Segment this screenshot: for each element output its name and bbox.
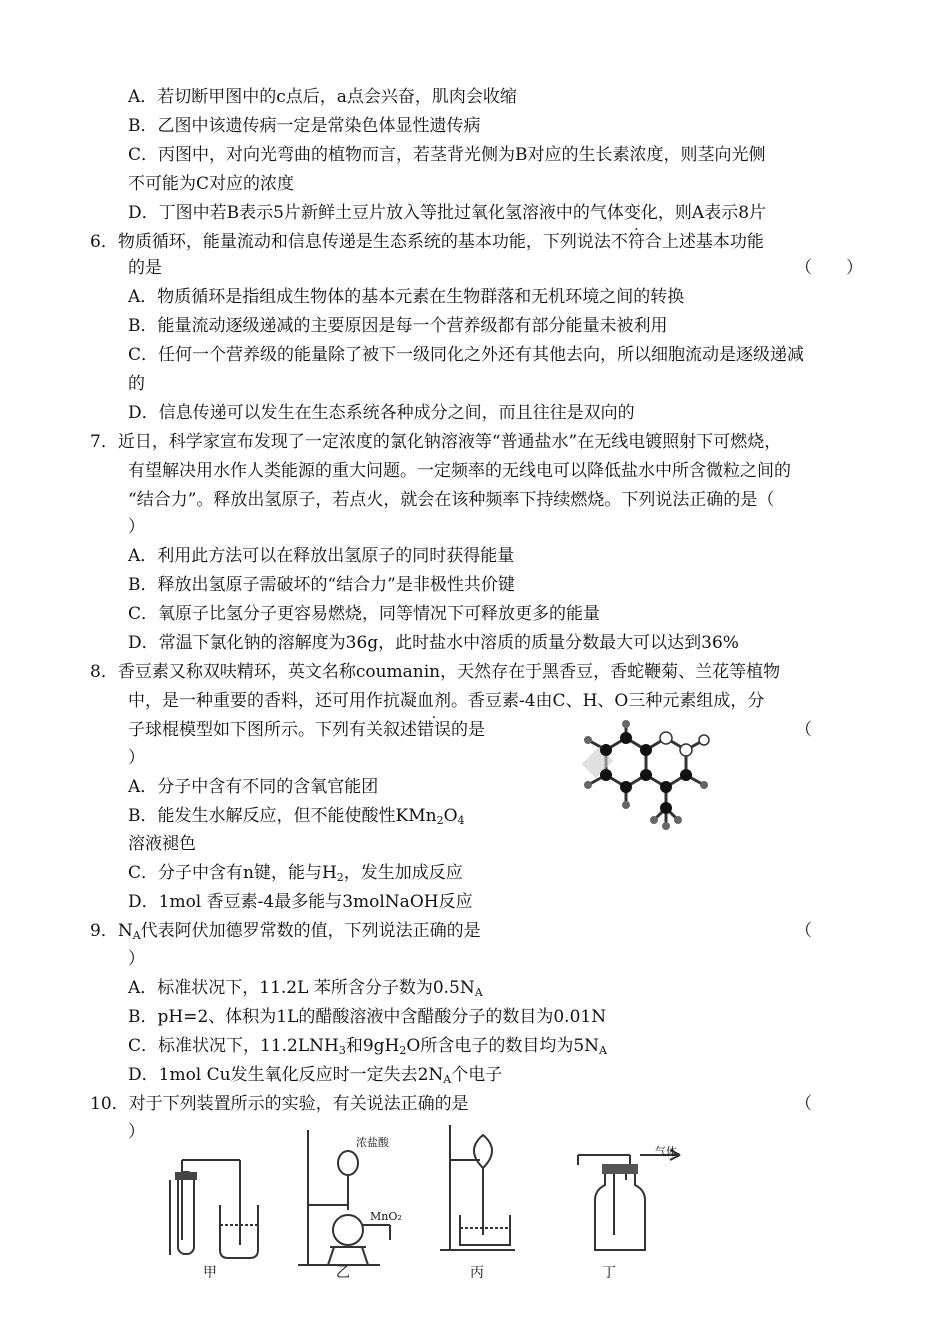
q8-stem-emphasis: 错误 <box>417 720 451 740</box>
q8-option-d: D．1mol 香豆素-4最多能与3molNaOH反应 <box>128 892 473 912</box>
q8-option-b-line1 <box>128 805 465 832</box>
q6-stem-emphasis: 不符合 <box>610 232 662 252</box>
q6-option-c-line2: 的 <box>128 374 145 394</box>
q8-b-mid: O <box>443 806 458 826</box>
q9-c-sub1: 3 <box>338 1044 346 1057</box>
q9-stem-sub: A <box>132 929 141 942</box>
q8-stem-line2: 中，是一种重要的香料，还可用作抗凝血剂。香豆素-4由C、H、O三种元素组成，分 <box>128 691 765 711</box>
q10-paren-close: ） <box>128 1122 145 1142</box>
q7-option-a: A．利用此方法可以在释放出氢原子的同时获得能量 <box>128 546 515 566</box>
q9-c-mid2: O所含电子的数目均为5N <box>406 1036 600 1056</box>
q9-d-sub: A <box>443 1073 452 1086</box>
q9-stem-pre: 9．N <box>90 921 133 941</box>
q8-b-sub2: 4 <box>457 814 465 827</box>
q7-option-d: D．常温下氯化钠的溶解度为36g，此时盐水中溶质的质量分数最大可以达到36% <box>128 633 739 653</box>
label-jia: 甲 <box>203 1265 217 1281</box>
q7-option-b: B．释放出氢原子需破坏的“结合力”是非极性共价键 <box>128 575 515 595</box>
q6-stem-pre: 6．物质循环，能量流动和信息传递是生态系统的基本功能，下列说法 <box>90 232 611 252</box>
q8-c-sub: 2 <box>336 871 344 884</box>
q8-b-pre: B．能发生水解反应，但不能使酸性KMn <box>128 806 437 826</box>
q6-option-c-line1: C．任何一个营养级的能量除了被下一级同化之外还有其他去向，所以细胞流动是逐级递减 <box>128 345 805 365</box>
q7-stem-line1: 7．近日，科学家宣布发现了一定浓度的氯化钠溶液等“普通盐水”在无线电镀照射下可燃烧， <box>90 432 782 452</box>
q6-option-d: D．信息传递可以发生在生态系统各种成分之间，而且往往是双向的 <box>128 403 635 423</box>
q7-stem-line4: ） <box>128 517 145 537</box>
label-mno2: MnO₂ <box>370 1210 402 1223</box>
q8-b-sub1: 2 <box>436 814 444 827</box>
q9-c-sub3: A <box>599 1044 607 1057</box>
q10-stem: 10．对于下列装置所示的实验，有关说法正确的是 <box>90 1094 469 1114</box>
q8-paren-open: （ <box>795 720 812 740</box>
q6-answer-paren: （ ） <box>795 258 863 278</box>
q5-option-c-line1: C．丙图中，对向光弯曲的植物而言，若茎背光侧为B对应的生长素浓度，则茎向光侧 <box>128 145 766 165</box>
q9-option-a <box>128 977 483 1004</box>
q5-option-c-line2: 不可能为C对应的浓度 <box>128 174 295 194</box>
q9-d-post: 个电子 <box>451 1065 503 1085</box>
q9-c-mid: 和9gH <box>345 1036 400 1056</box>
q6-option-b: B．能量流动逐级递减的主要原因是每一个营养级都有部分能量未被利用 <box>128 316 668 336</box>
label-conc-hcl: 浓盐酸 <box>356 1136 389 1149</box>
q6-stem <box>90 231 764 253</box>
q8-paren-close: ） <box>128 748 145 768</box>
apparatus-yi <box>290 1125 420 1285</box>
q9-stem <box>90 920 481 947</box>
apparatus-ding <box>570 1140 700 1260</box>
q9-stem-post: 代表阿伏加德罗常数的值，下列说法正确的是 <box>140 921 481 941</box>
q9-a-sub: A <box>474 986 483 999</box>
label-bing: 丙 <box>470 1265 484 1281</box>
label-gas: 气体 <box>655 1145 677 1158</box>
q9-d-pre: D．1mol Cu发生氧化反应时一定失去2N <box>128 1065 444 1085</box>
q10-paren-open: （ <box>795 1094 812 1114</box>
q9-option-d <box>128 1064 502 1091</box>
q9-a-pre: A．标准状况下，11.2L 苯所含分子数为0.5N <box>128 978 475 998</box>
q6-stem-post: 上述基本功能 <box>661 232 764 252</box>
q9-paren-open: （ <box>795 921 812 941</box>
q8-option-b-line2: 溶液褪色 <box>128 834 196 854</box>
q8-c-post: ，发生加成反应 <box>343 863 463 883</box>
q6-option-a: A．物质循环是指组成生物体的基本元素在生物群落和无机环境之间的转换 <box>128 287 685 307</box>
q8-option-c <box>128 862 463 889</box>
label-yi: 乙 <box>336 1265 350 1281</box>
q7-stem-line3: “结合力”。释放出氢原子，若点火，就会在该种频率下持续燃烧。下列说法正确的是（ <box>128 490 775 510</box>
q7-option-c: C．氧原子比氢分子更容易燃烧，同等情况下可释放更多的能量 <box>128 604 601 624</box>
q5-option-d: D．丁图中若B表示5片新鲜土豆片放入等批过氧化氢溶液中的气体变化，则A表示8片 <box>128 203 767 223</box>
q9-option-b: B．pH=2、体积为1L的醋酸溶液中含醋酸分子的数目为0.01N <box>128 1007 607 1027</box>
label-ding: 丁 <box>602 1265 616 1281</box>
q8-stem-line1: 8．香豆素又称双呋精环，英文名称coumanin，天然存在于黑香豆，香蛇鞭菊、兰花等植物 <box>90 662 781 682</box>
q9-option-c <box>128 1035 607 1062</box>
coumarin-molecule-model <box>566 720 716 840</box>
q9-c-pre: C．标准状况下，11.2LNH <box>128 1036 339 1056</box>
q9-c-sub2: 2 <box>399 1044 407 1057</box>
q9-paren-close: ） <box>128 949 145 969</box>
q5-option-a: A．若切断甲图中的c点后，a点会兴奋，肌肉会收缩 <box>128 87 517 107</box>
q7-stem-line2: 有望解决用水作人类能源的重大问题。一定频率的无线电可以降低盐水中所含微粒之间的 <box>128 461 791 481</box>
q8-c-pre: C．分子中含有n键，能与H <box>128 863 337 883</box>
q6-stem-line2: 的是 <box>128 258 162 278</box>
q8-stem-pre: 子球棍模型如下图所示。下列有关叙述 <box>128 720 417 740</box>
q8-stem-post: 的是 <box>451 720 485 740</box>
apparatus-bing <box>435 1120 535 1260</box>
q5-option-b: B．乙图中该遗传病一定是常染色体显性遗传病 <box>128 116 481 136</box>
q8-option-a: A．分子中含有不同的含氧官能团 <box>128 777 379 797</box>
q8-stem-line3 <box>128 719 485 741</box>
